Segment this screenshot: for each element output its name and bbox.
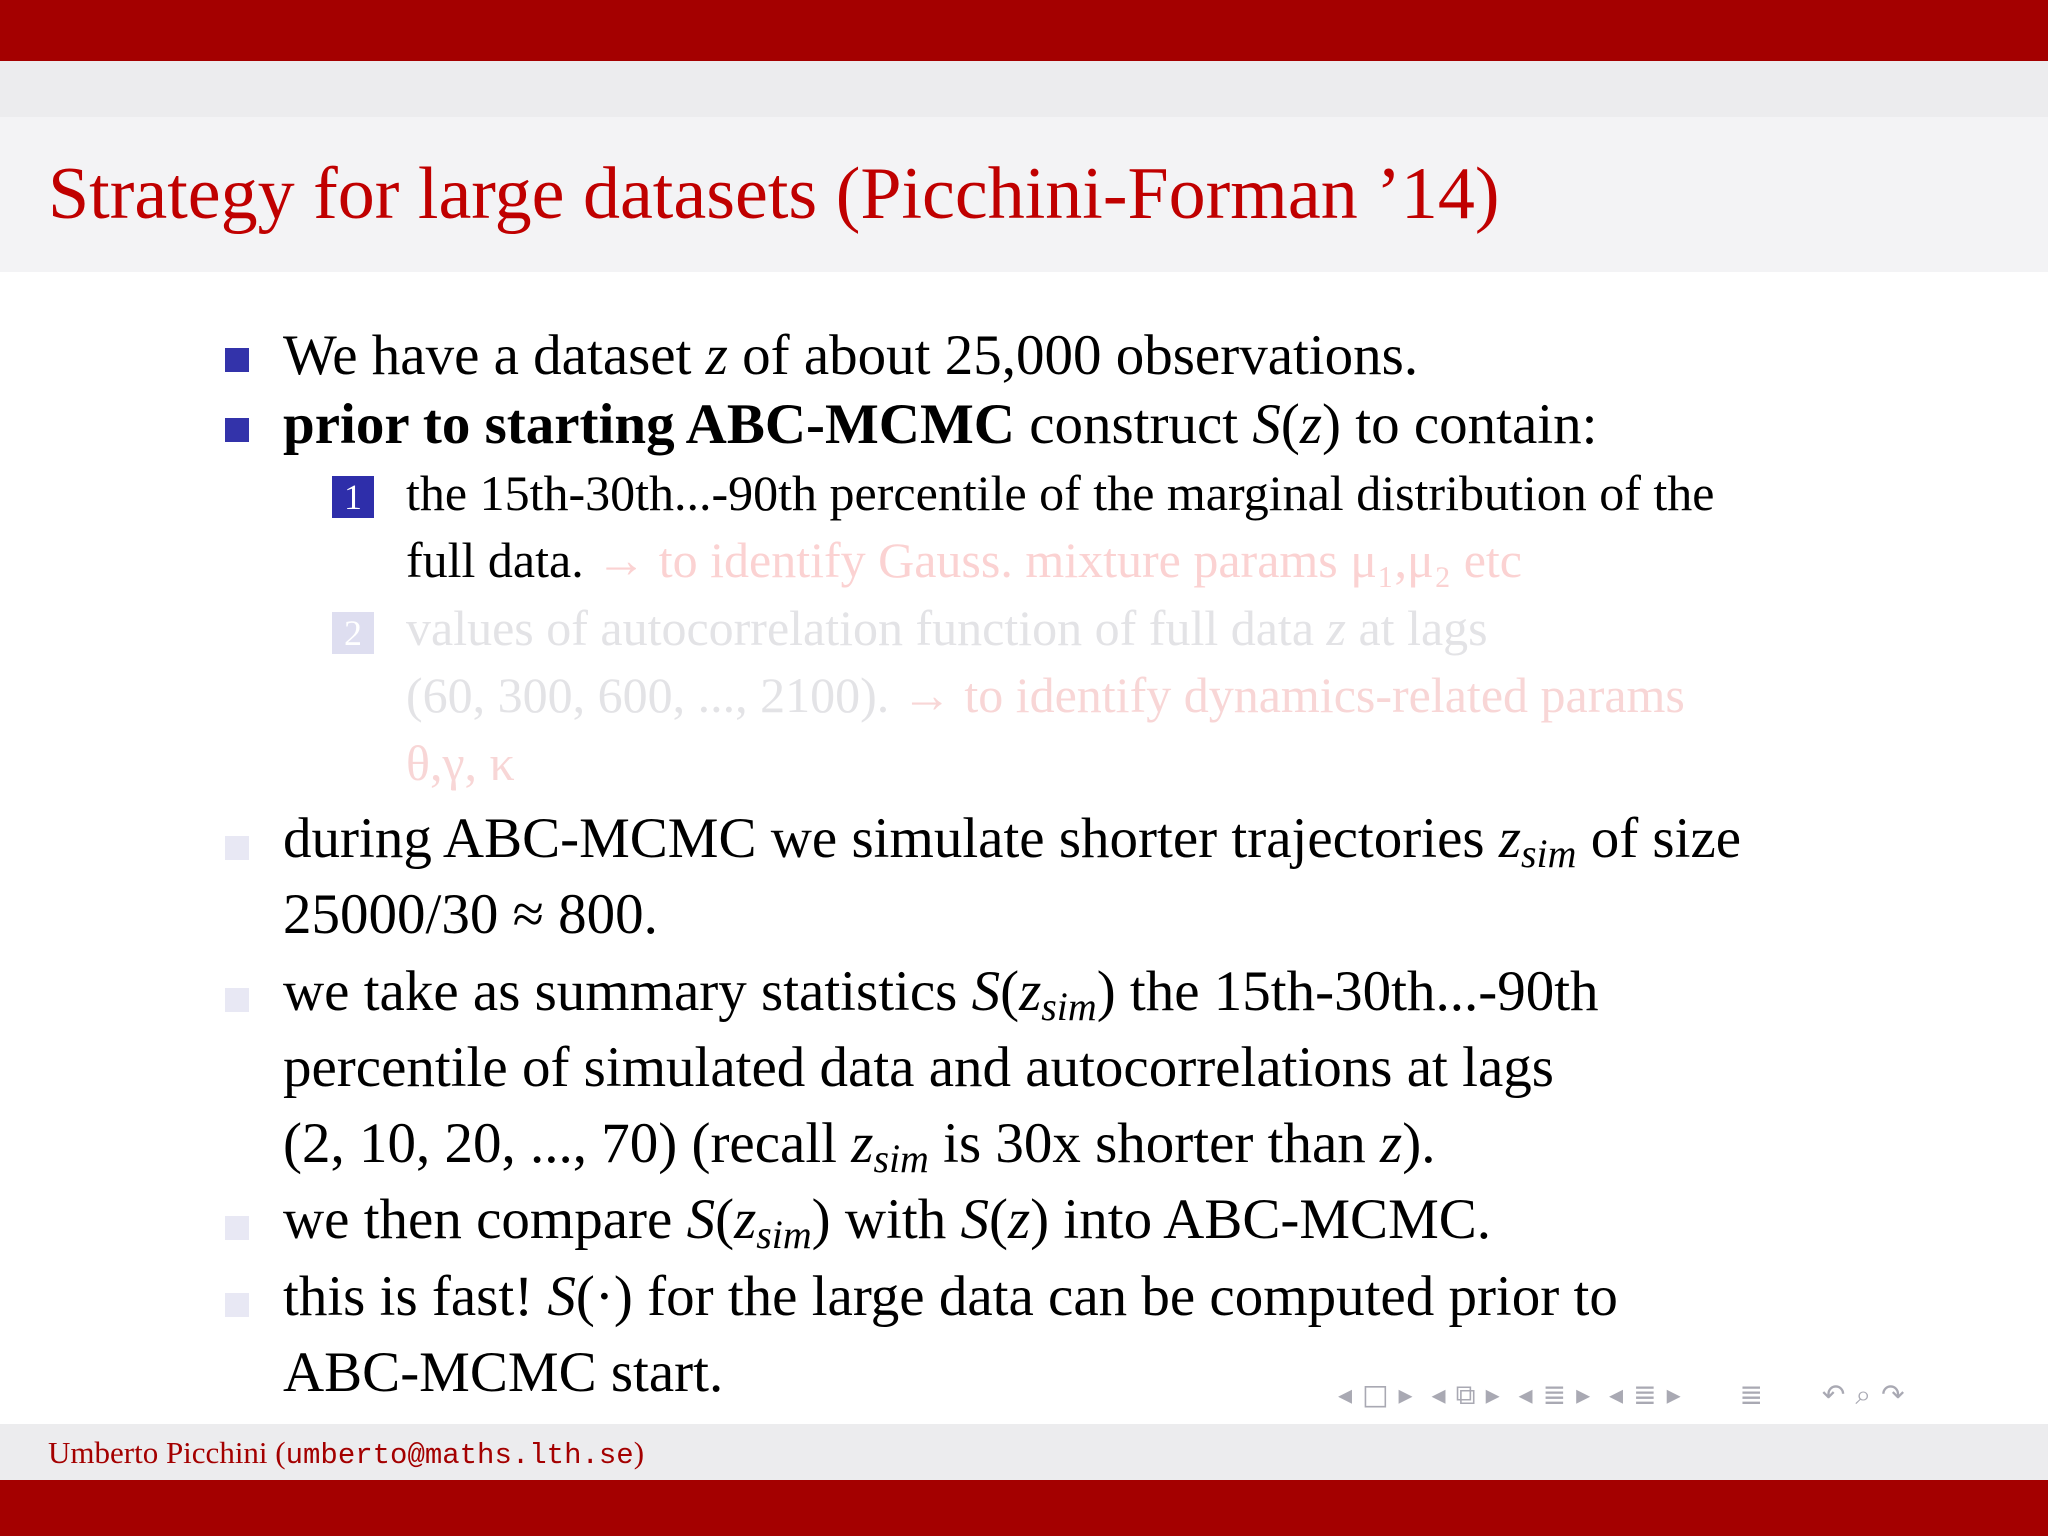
enum-number-2: 2 — [332, 612, 374, 654]
footer-email: umberto@maths.lth.se — [285, 1439, 634, 1472]
nav-toc-icon[interactable]: ≣ — [1739, 1378, 1763, 1411]
enum-item-1-line2: full data. → to identify Gauss. mixture params μ₁,μ₂ etc — [406, 532, 1522, 588]
bullet-summary-line1: we take as summary statistics $S(z_{sim})$ the 15th-30th...-90th — [283, 960, 1599, 1029]
nav-prev-frame-icon[interactable]: ◂ — [1338, 1378, 1353, 1411]
nav-next-frame-icon[interactable]: ▸ — [1398, 1378, 1413, 1411]
bullet-summary-line2: percentile of simulated data and autocorrelations at lags — [283, 1036, 1554, 1099]
bullet-marker — [225, 348, 249, 372]
enum-item-2-line3: θ,γ, κ — [406, 735, 515, 791]
nav-prev-doc-icon[interactable]: ◂ — [1609, 1378, 1624, 1411]
bullet-marker — [225, 1216, 249, 1240]
nav-forward-icon[interactable]: ↷ — [1881, 1378, 1905, 1411]
bullet-prior: prior to starting ABC-MCMC construct S(z) to contain: — [283, 393, 1598, 456]
enum-item-2-line1: values of autocorrelation function of full data z at lags — [406, 600, 1488, 656]
beamer-navigation — [1338, 1378, 1915, 1412]
nav-next-section-icon[interactable]: ▸ — [1576, 1378, 1591, 1411]
bullet-summary-line3: (2, 10, 20, ..., 70) (recall $z_{sim}$ is 30x shorter than z). — [283, 1112, 1436, 1181]
bullet-fast-line2: ABC-MCMC start. — [283, 1341, 724, 1404]
bullet-marker — [225, 836, 249, 860]
nav-next-doc-icon[interactable]: ▸ — [1666, 1378, 1681, 1411]
nav-subsection-icon[interactable]: ⧉ — [1455, 1378, 1476, 1411]
bullet-dataset: We have a dataset z of about 25,000 observations. — [283, 324, 1419, 387]
bullet-compare: we then compare $S(z_{sim})$ with S(z) into ABC-MCMC. — [283, 1188, 1492, 1257]
nav-prev-section-icon[interactable]: ◂ — [1518, 1378, 1533, 1411]
enum-number-1: 1 — [332, 476, 374, 518]
nav-prev-subsection-icon[interactable]: ◂ — [1431, 1378, 1446, 1411]
bullet-simulate-line2: 25000/30 ≈ 800. — [283, 883, 658, 946]
gauss-mixture-note: → to identify Gauss. mixture params μ₁,μ₂ etc — [596, 532, 1522, 588]
nav-search-icon[interactable]: ⌕ — [1855, 1378, 1872, 1411]
enum-item-2-line2: (60, 300, 600, ..., 2100). → to identify dynamics-related params — [406, 667, 1685, 723]
bullet-simulate-line1: during ABC-MCMC we simulate shorter trajectories $z_{sim}$ of size — [283, 807, 1742, 876]
nav-next-subsection-icon[interactable]: ▸ — [1485, 1378, 1500, 1411]
bullet-marker — [225, 1293, 249, 1317]
nav-doc-icon[interactable]: ≣ — [1633, 1378, 1657, 1411]
bullet-marker — [225, 418, 249, 442]
nav-back-icon[interactable]: ↶ — [1821, 1378, 1846, 1411]
slide-title: Strategy for large datasets (Picchini-Forman ’14) — [48, 153, 1500, 235]
nav-frame-icon[interactable]: □ — [1362, 1378, 1389, 1411]
footer-author: Umberto Picchini (umberto@maths.lth.se) — [48, 1435, 645, 1472]
bullet-fast-line1: this is fast! S(·) for the large data can be computed prior to — [283, 1265, 1618, 1328]
bottom-bar — [0, 1480, 2048, 1536]
enum-item-1-line1: the 15th-30th...-90th percentile of the marginal distribution of the — [406, 465, 1715, 521]
bullet-marker — [225, 988, 249, 1012]
nav-section-icon[interactable]: ≣ — [1542, 1378, 1567, 1411]
